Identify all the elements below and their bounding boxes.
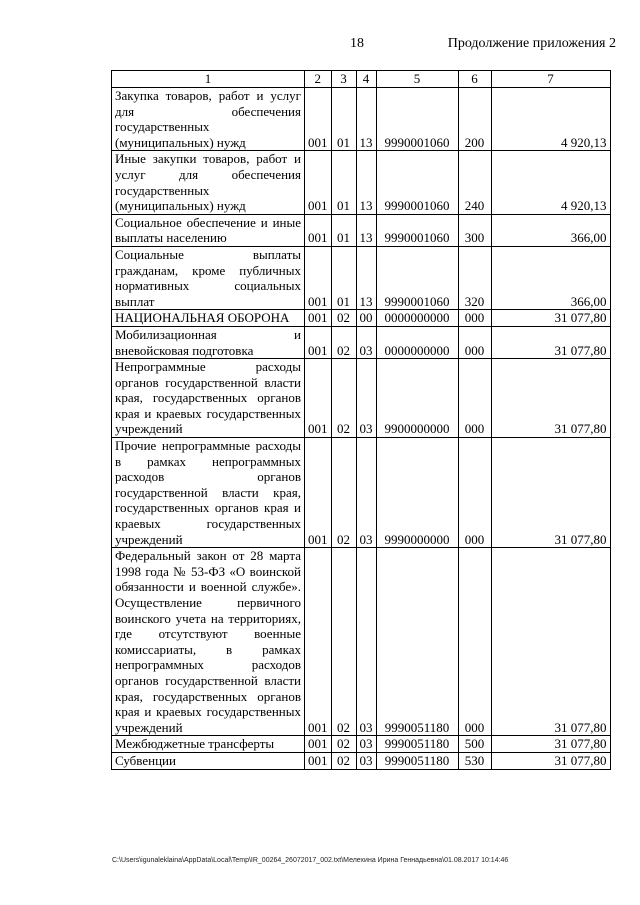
row-code-cell-c6: 300 [458, 214, 491, 246]
row-code-cell-c7: 4 920,13 [491, 88, 610, 151]
table-row [112, 359, 611, 438]
row-code-cell-c7: 366,00 [491, 214, 610, 246]
row-code-cell-c6: 000 [458, 548, 491, 736]
row-code-cell-c5: 9990001060 [376, 88, 458, 151]
row-code-cell-c3: 02 [331, 736, 356, 753]
table-row [112, 310, 611, 327]
row-code-cell-c6: 000 [458, 438, 491, 548]
column-header: 7 [491, 71, 610, 88]
row-code-cell-c7: 31 077,80 [491, 359, 610, 438]
table-row [112, 736, 611, 753]
row-code-cell-c5: 9990051180 [376, 548, 458, 736]
continuation-label: Продолжение приложения 2 [447, 36, 616, 51]
row-code-cell-c4: 13 [356, 151, 376, 214]
row-code-cell-c7: 31 077,80 [491, 310, 610, 327]
row-code-cell-c6: 530 [458, 752, 491, 769]
column-header: 1 [112, 71, 305, 88]
row-code-cell-c2: 001 [305, 326, 332, 358]
row-code-cell-c4: 03 [356, 752, 376, 769]
row-code-cell-c4: 13 [356, 246, 376, 309]
row-code-cell-c2: 001 [305, 736, 332, 753]
row-code-cell-c2: 001 [305, 310, 332, 327]
row-code-cell-c3: 02 [331, 752, 356, 769]
column-header: 4 [356, 71, 376, 88]
row-code-cell-c4: 03 [356, 736, 376, 753]
row-code-cell-c3: 01 [331, 88, 356, 151]
row-code-cell-c3: 02 [331, 310, 356, 327]
row-code-cell-c6: 000 [458, 359, 491, 438]
row-name-cell: Социальное обеспечение и иные выплаты населению [112, 214, 305, 246]
row-code-cell-c5: 9990051180 [376, 752, 458, 769]
row-code-cell-c5: 9990001060 [376, 246, 458, 309]
table-row [112, 438, 611, 548]
column-header: 6 [458, 71, 491, 88]
table-row [112, 548, 611, 736]
row-name-cell: Межбюджетные трансферты [112, 736, 305, 753]
row-code-cell-c5: 9990051180 [376, 736, 458, 753]
row-code-cell-c5: 0000000000 [376, 310, 458, 327]
row-name-cell: НАЦИОНАЛЬНАЯ ОБОРОНА [112, 310, 305, 327]
row-code-cell-c6: 000 [458, 326, 491, 358]
row-code-cell-c2: 001 [305, 752, 332, 769]
row-code-cell-c4: 03 [356, 359, 376, 438]
row-name-cell: Закупка товаров, работ и услуг для обеспечения государственных (муниципальных) нужд [112, 88, 305, 151]
row-code-cell-c7: 31 077,80 [491, 736, 610, 753]
table-row [112, 752, 611, 769]
row-code-cell-c7: 366,00 [491, 246, 610, 309]
row-code-cell-c3: 01 [331, 151, 356, 214]
row-code-cell-c2: 001 [305, 548, 332, 736]
column-header: 3 [331, 71, 356, 88]
row-code-cell-c3: 02 [331, 438, 356, 548]
row-code-cell-c4: 03 [356, 438, 376, 548]
row-code-cell-c7: 31 077,80 [491, 438, 610, 548]
row-name-cell: Иные закупки товаров, работ и услуг для обеспечения государственных (муниципальных) нужд [112, 151, 305, 214]
row-name-cell: Субвенции [112, 752, 305, 769]
row-code-cell-c3: 02 [331, 548, 356, 736]
row-code-cell-c5: 9990001060 [376, 151, 458, 214]
row-code-cell-c2: 001 [305, 359, 332, 438]
row-code-cell-c3: 02 [331, 359, 356, 438]
row-code-cell-c2: 001 [305, 214, 332, 246]
column-header: 2 [305, 71, 332, 88]
row-code-cell-c3: 02 [331, 326, 356, 358]
row-code-cell-c6: 200 [458, 88, 491, 151]
row-code-cell-c3: 01 [331, 214, 356, 246]
row-code-cell-c6: 000 [458, 310, 491, 327]
row-name-cell: Мобилизационная и вневойсковая подготовка [112, 326, 305, 358]
row-code-cell-c5: 9900000000 [376, 359, 458, 438]
row-code-cell-c4: 13 [356, 88, 376, 151]
table-row [112, 214, 611, 246]
table-header-row [112, 71, 611, 88]
column-header: 5 [376, 71, 458, 88]
file-path-footer: C:\Users\igunaleklaina\AppData\Local\Temp\IR_00264_26072017_002.txt\Мелехина Ирина Геннадьевна\01.08.2017 10:14:46 [112, 857, 509, 864]
row-code-cell-c2: 001 [305, 246, 332, 309]
row-code-cell-c6: 320 [458, 246, 491, 309]
row-code-cell-c6: 240 [458, 151, 491, 214]
row-code-cell-c7: 31 077,80 [491, 326, 610, 358]
row-code-cell-c2: 001 [305, 438, 332, 548]
row-code-cell-c4: 00 [356, 310, 376, 327]
table-row [112, 151, 611, 214]
row-name-cell: Непрограммные расходы органов государственной власти края, государственных органов края и краевых государственных учреждений [112, 359, 305, 438]
row-code-cell-c5: 0000000000 [376, 326, 458, 358]
page-number: 18 [350, 36, 364, 51]
table-row [112, 246, 611, 309]
row-name-cell: Социальные выплаты гражданам, кроме публичных нормативных социальных выплат [112, 246, 305, 309]
row-code-cell-c2: 001 [305, 151, 332, 214]
table-row [112, 88, 611, 151]
row-code-cell-c4: 13 [356, 214, 376, 246]
row-code-cell-c6: 500 [458, 736, 491, 753]
row-code-cell-c2: 001 [305, 88, 332, 151]
budget-table [111, 70, 611, 770]
row-code-cell-c5: 9990000000 [376, 438, 458, 548]
row-code-cell-c7: 31 077,80 [491, 752, 610, 769]
row-name-cell: Федеральный закон от 28 марта 1998 года № 53-ФЗ «О воинской обязанности и военной службе». Осуществление первичного воинского учета на территориях, где отсутствуют военные комиссариаты, в рамках непрограммных расходов органов государственной власти края, государственных органов края и краевых государственных учреждений [112, 548, 305, 736]
row-code-cell-c4: 03 [356, 548, 376, 736]
row-code-cell-c5: 9990001060 [376, 214, 458, 246]
row-code-cell-c4: 03 [356, 326, 376, 358]
row-code-cell-c7: 4 920,13 [491, 151, 610, 214]
table-row [112, 326, 611, 358]
row-code-cell-c3: 01 [331, 246, 356, 309]
row-code-cell-c7: 31 077,80 [491, 548, 610, 736]
row-name-cell: Прочие непрограммные расходы в рамках непрограммных расходов органов государственной власти края, государственных органов края и краевых государственных учреждений [112, 438, 305, 548]
